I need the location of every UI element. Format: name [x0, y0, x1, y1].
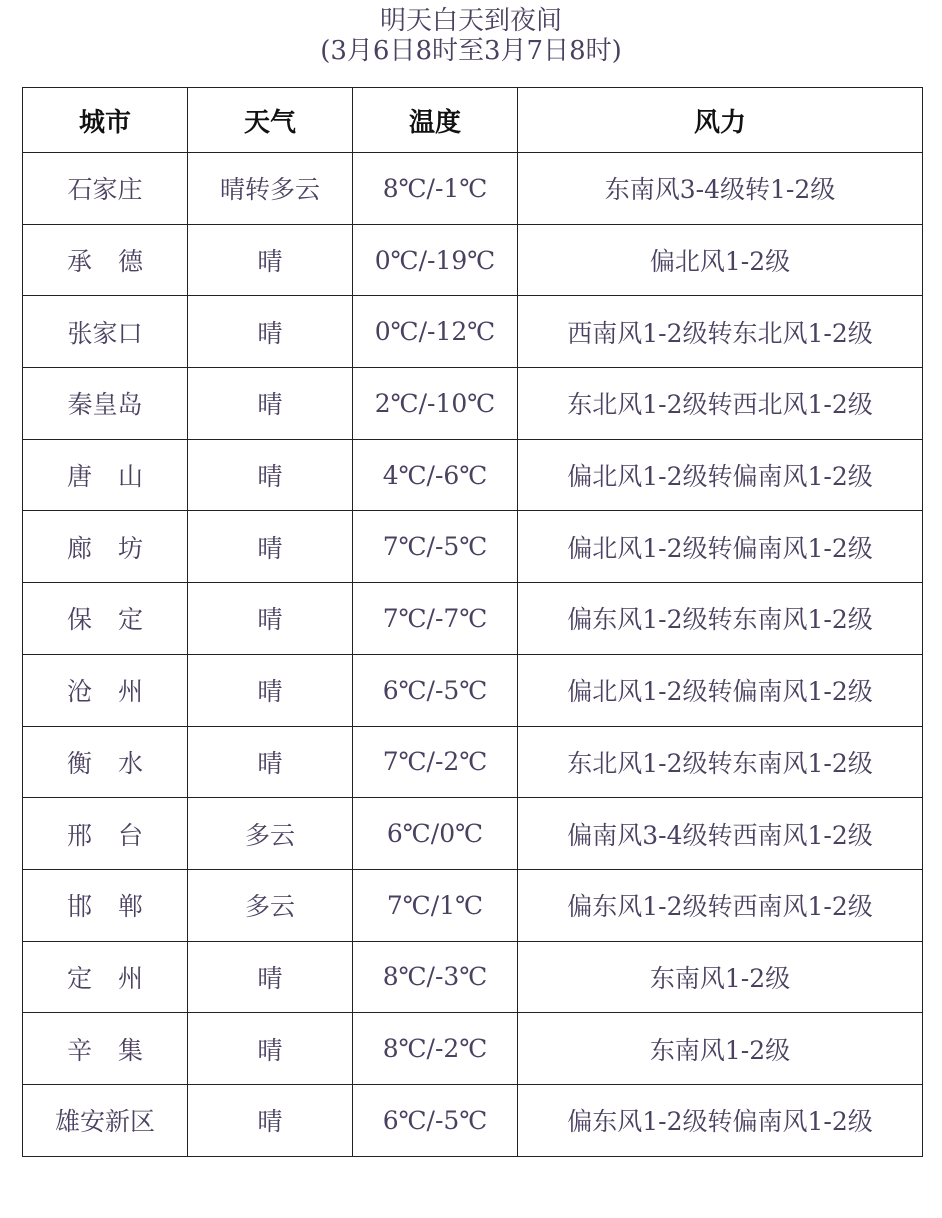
weather-cell: 晴	[188, 654, 353, 726]
header-temperature: 温度	[353, 88, 518, 153]
table-row	[23, 1084, 923, 1156]
temperature-cell: 6℃/0℃	[353, 798, 518, 870]
wind-cell: 西南风1-2级转东北风1-2级	[518, 296, 923, 368]
table-row	[23, 941, 923, 1013]
temperature-cell: 8℃/-3℃	[353, 941, 518, 1013]
wind-cell: 偏北风1-2级	[518, 224, 923, 296]
temperature-cell: 7℃/1℃	[353, 869, 518, 941]
page-subtitle-time-range: (3月6日8时至3月7日8时)	[320, 36, 622, 66]
temperature-cell: 8℃/-1℃	[353, 153, 518, 225]
temperature-cell: 4℃/-6℃	[353, 439, 518, 511]
temperature-cell: 6℃/-5℃	[353, 654, 518, 726]
city-cell: 辛 集	[23, 1013, 188, 1085]
temperature-cell: 7℃/-2℃	[353, 726, 518, 798]
weather-cell: 晴	[188, 296, 353, 368]
city-cell: 承 德	[23, 224, 188, 296]
table-row	[23, 654, 923, 726]
city-cell: 定 州	[23, 941, 188, 1013]
weather-cell: 晴	[188, 511, 353, 583]
table-row	[23, 368, 923, 440]
table-row	[23, 869, 923, 941]
temperature-cell: 0℃/-12℃	[353, 296, 518, 368]
weather-cell: 晴	[188, 439, 353, 511]
temperature-cell: 6℃/-5℃	[353, 1084, 518, 1156]
wind-cell: 东北风1-2级转西北风1-2级	[518, 368, 923, 440]
city-cell: 石家庄	[23, 153, 188, 225]
city-cell: 衡 水	[23, 726, 188, 798]
weather-cell: 晴转多云	[188, 153, 353, 225]
weather-cell: 多云	[188, 798, 353, 870]
wind-cell: 东南风1-2级	[518, 1013, 923, 1085]
city-cell: 秦皇岛	[23, 368, 188, 440]
header-wind: 风力	[518, 88, 923, 153]
wind-cell: 偏东风1-2级转东南风1-2级	[518, 583, 923, 655]
wind-cell: 偏东风1-2级转西南风1-2级	[518, 869, 923, 941]
table-row	[23, 726, 923, 798]
wind-cell: 偏北风1-2级转偏南风1-2级	[518, 511, 923, 583]
wind-cell: 东南风3-4级转1-2级	[518, 153, 923, 225]
table-row	[23, 439, 923, 511]
temperature-cell: 0℃/-19℃	[353, 224, 518, 296]
wind-cell: 偏东风1-2级转偏南风1-2级	[518, 1084, 923, 1156]
city-cell: 沧 州	[23, 654, 188, 726]
temperature-cell: 7℃/-7℃	[353, 583, 518, 655]
table-row	[23, 224, 923, 296]
weather-cell: 晴	[188, 941, 353, 1013]
temperature-cell: 8℃/-2℃	[353, 1013, 518, 1085]
city-cell: 保 定	[23, 583, 188, 655]
city-cell: 张家口	[23, 296, 188, 368]
city-cell: 唐 山	[23, 439, 188, 511]
wind-cell: 东南风1-2级	[518, 941, 923, 1013]
forecast-table	[22, 87, 923, 1157]
page-title: 明天白天到夜间	[379, 6, 562, 36]
table-row	[23, 511, 923, 583]
wind-cell: 偏北风1-2级转偏南风1-2级	[518, 439, 923, 511]
wind-cell: 偏南风3-4级转西南风1-2级	[518, 798, 923, 870]
header-city: 城市	[23, 88, 188, 153]
wind-cell: 东北风1-2级转东南风1-2级	[518, 726, 923, 798]
table-row	[23, 583, 923, 655]
table-row	[23, 798, 923, 870]
city-cell: 邢 台	[23, 798, 188, 870]
city-cell: 雄安新区	[23, 1084, 188, 1156]
weather-cell: 晴	[188, 726, 353, 798]
wind-cell: 偏北风1-2级转偏南风1-2级	[518, 654, 923, 726]
city-cell: 邯 郸	[23, 869, 188, 941]
table-row	[23, 153, 923, 225]
weather-cell: 晴	[188, 1084, 353, 1156]
weather-cell: 晴	[188, 1013, 353, 1085]
temperature-cell: 7℃/-5℃	[353, 511, 518, 583]
weather-cell: 多云	[188, 869, 353, 941]
header-weather: 天气	[188, 88, 353, 153]
table-row	[23, 296, 923, 368]
header-row	[23, 88, 923, 153]
weather-cell: 晴	[188, 224, 353, 296]
weather-cell: 晴	[188, 368, 353, 440]
table-row	[23, 1013, 923, 1085]
temperature-cell: 2℃/-10℃	[353, 368, 518, 440]
city-cell: 廊 坊	[23, 511, 188, 583]
weather-cell: 晴	[188, 583, 353, 655]
